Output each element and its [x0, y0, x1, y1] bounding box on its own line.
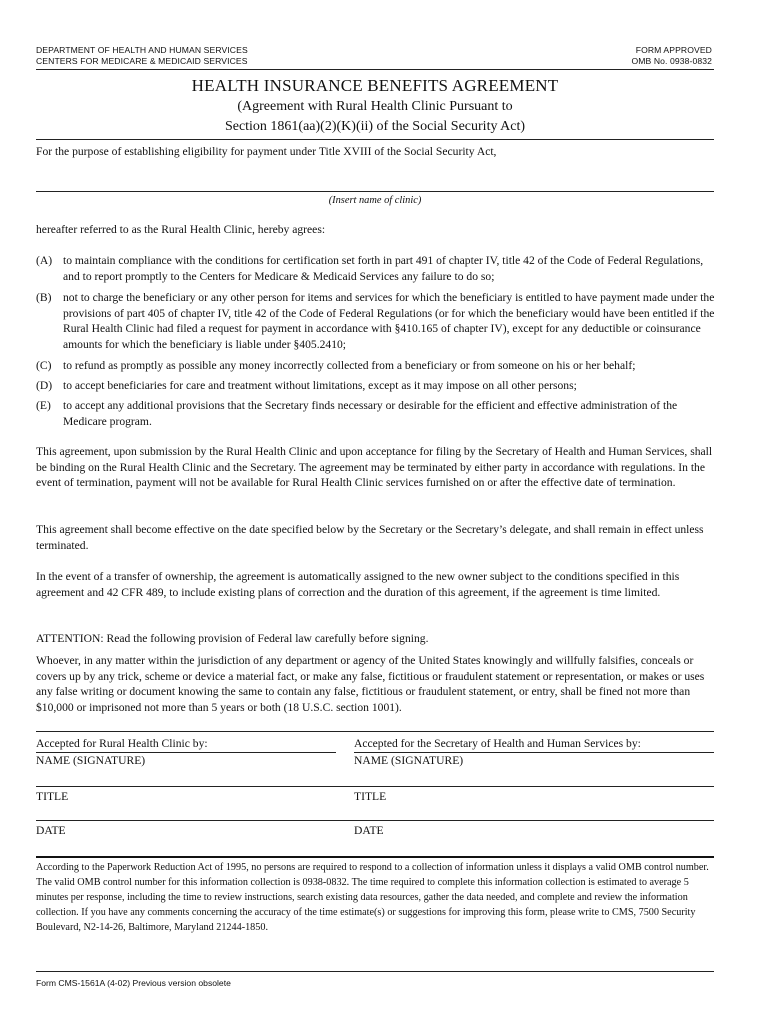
clinic-acceptance-heading: Accepted for Rural Health Clinic by: [36, 737, 208, 750]
provision-label: (D) [36, 379, 53, 392]
effective-paragraph: This agreement shall become effective on the date specified below by the Secretary or the Secretary’s delegate, and shall remain in effect unless terminated. [36, 523, 704, 552]
provision-e [36, 398, 716, 429]
purpose-statement: For the purpose of establishing eligibility for payment under Title XVIII of the Social Security Act, [36, 145, 497, 158]
penalty-paragraph: Whoever, in any matter within the jurisdiction of any department or agency of the United States knowingly and willfully falsifies, conceals or covers up by any trick, scheme or device a material fact, or make any false, fictitious or fraudulent statement or representation, or makes or uses any false writing or document knowing the same to contain any false, fictitious or fraudulent statement, or entry, shall be fined not more than $10,000 or imprisoned not more than 5 years or both (18 U.S.C. section 1001). [36, 654, 705, 714]
omb-number: OMB No. 0938-0832 [631, 56, 712, 66]
clinic-name-signature-field[interactable]: NAME (SIGNATURE) [36, 754, 146, 767]
agency-name-1: DEPARTMENT OF HEALTH AND HUMAN SERVICES [36, 45, 248, 55]
title-rule [36, 139, 714, 140]
clinic-date-field[interactable]: DATE [36, 824, 66, 837]
footer-rule [36, 971, 714, 972]
provision-d [36, 378, 716, 394]
provision-text: to accept any additional provisions that the Secretary finds necessary or desirable for the efficient and effective administration of the Medicare program. [63, 399, 678, 428]
provision-label: (E) [36, 399, 51, 412]
provision-c [36, 358, 716, 374]
secretary-acceptance-heading: Accepted for the Secretary of Health and Human Services by: [354, 737, 641, 750]
clinic-name-signature-line [36, 752, 336, 753]
provision-text: to maintain compliance with the conditions for certification set forth in part 491 of chapter IV, title 42 of the Code of Federal Regulations, and to report promptly to the Centers for Medicare & Medicaid Services any failure to do so; [63, 254, 704, 283]
signature-top-rule [36, 731, 714, 732]
provision-a [36, 253, 716, 284]
agency-name-2: CENTERS FOR MEDICARE & MEDICAID SERVICES [36, 56, 248, 66]
provision-text: to accept beneficiaries for care and treatment without limitations, except as it may impose on all other persons; [63, 379, 577, 392]
provision-text: to refund as promptly as possible any money incorrectly collected from a beneficiary or from someone on his or her behalf; [63, 359, 636, 372]
secretary-name-signature-line [354, 752, 714, 753]
paperwork-reduction-notice: According to the Paperwork Reduction Act of 1995, no persons are required to respond to a collection of information unless it displays a valid OMB control number. The valid OMB control number for this information collection is 0938-0832. The time required to complete this information collection is estimated to average 5 minutes per response, including the time to review instructions, search existing data resources, gather the data needed, and complete and review the information collection. If you have any comments concerning the accuracy of the time estimate(s) or suggestions for improving this form, please write to CMS, 7500 Security Boulevard, N2-14-26, Baltimore, Maryland 21244-1850. [36, 862, 709, 933]
provision-label: (C) [36, 359, 52, 372]
provision-b [36, 290, 716, 352]
clinic-title-field[interactable]: TITLE [36, 790, 69, 803]
transfer-paragraph: In the event of a transfer of ownership, the agreement is automatically assigned to the new owner subject to the conditions specified in this agreement and 42 CFR 489, to include existing plans of correction and the duration of this agreement, if the agreement is time limited. [36, 570, 680, 599]
provision-label: (A) [36, 254, 53, 267]
form-title: HEALTH INSURANCE BENEFITS AGREEMENT [191, 76, 559, 95]
secretary-name-signature-field[interactable]: NAME (SIGNATURE) [354, 754, 464, 767]
title-field-rule [36, 786, 714, 787]
date-field-rule [36, 820, 714, 821]
provision-label: (B) [36, 291, 52, 304]
header-rule [36, 69, 714, 70]
notice-top-rule [36, 856, 714, 858]
attention-notice: ATTENTION: Read the following provision of Federal law carefully before signing. [36, 632, 429, 645]
secretary-date-field[interactable]: DATE [354, 824, 384, 837]
clinic-name-field[interactable] [36, 191, 714, 192]
secretary-title-field[interactable]: TITLE [354, 790, 387, 803]
binding-paragraph: This agreement, upon submission by the Rural Health Clinic and upon acceptance for filing by the Secretary of Health and Human Services, shall be binding on the Rural Health Clinic and the Secretary. The agreement may be terminated by either party in accordance with regulations. In the event of termination, payment will not be available for Rural Health Clinic services furnished on or after the effective date of termination. [36, 445, 713, 490]
form-approved: FORM APPROVED [635, 45, 712, 55]
provision-text: not to charge the beneficiary or any other person for items and services for which the beneficiary is entitled to have payment made under the provisions of part 405 of chapter IV, title 42 of the Code of Federal Regulations (or for which the beneficiary would have been entitled if the Rural Health Clinic had filed a request for payment in accordance with §410.165 of chapter IV), except for any deductible or coinsurance amounts for which the beneficiary is liable under §405.2410; [63, 291, 715, 351]
form-footer: Form CMS-1561A (4-02) Previous version obsolete [36, 978, 231, 988]
form-subtitle-1: (Agreement with Rural Health Clinic Pursuant to [237, 99, 513, 114]
clinic-name-caption: (Insert name of clinic) [328, 195, 422, 206]
hereafter-statement: hereafter referred to as the Rural Health Clinic, hereby agrees: [36, 223, 326, 236]
form-subtitle-2: Section 1861(aa)(2)(K)(ii) of the Social Security Act) [224, 119, 526, 134]
